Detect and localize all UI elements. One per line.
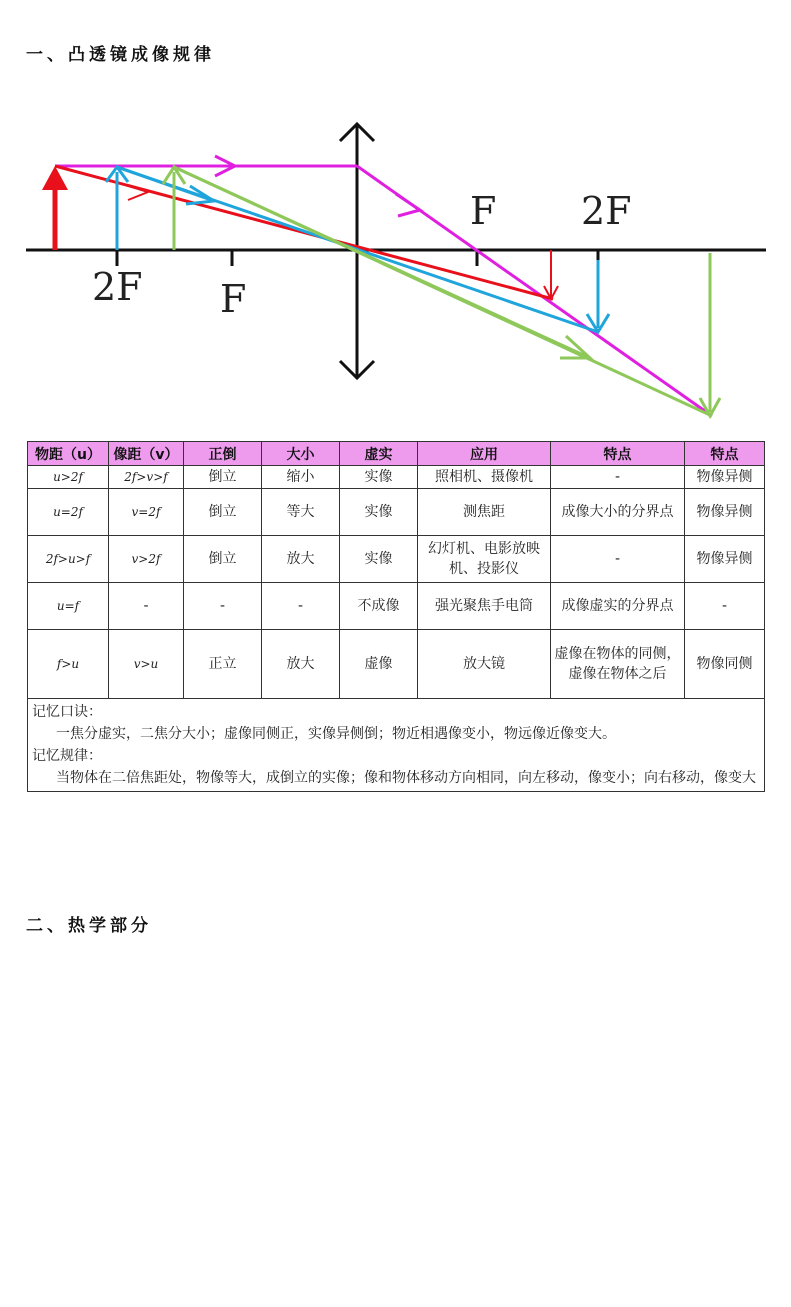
cell-feature-2: 物像异侧 <box>685 466 765 489</box>
cell-feature-2: 物像异侧 <box>685 536 765 583</box>
header-application: 应用 <box>418 442 551 466</box>
cell-feature: 成像虚实的分界点 <box>551 583 685 630</box>
header-feature-2: 特点 <box>685 442 765 466</box>
cell-v: v>u <box>109 630 184 699</box>
notes-row <box>28 699 765 792</box>
header-object-distance: 物距（u） <box>28 442 109 466</box>
mnemonic-title: 记忆口诀： <box>32 704 102 720</box>
cell-size: 放大 <box>262 536 340 583</box>
section-heading-thermal: 二、热学部分 <box>26 916 152 936</box>
cell-orientation: 正立 <box>184 630 262 699</box>
cell-real-virtual: 实像 <box>340 466 418 489</box>
cell-application: 幻灯机、电影放映机、投影仪 <box>418 536 551 583</box>
cell-orientation: - <box>184 583 262 630</box>
cell-application: 照相机、摄像机 <box>418 466 551 489</box>
cell-v: 2f>v>f <box>109 466 184 489</box>
rule-text: 当物体在二倍焦距处，物像等大，成倒立的实像；像和物体移动方向相同，向左移动，像变小；向右移动，像变大 <box>56 770 756 786</box>
cell-u: u=2f <box>28 489 109 536</box>
header-real-virtual: 虚实 <box>340 442 418 466</box>
cell-real-virtual: 不成像 <box>340 583 418 630</box>
cell-v: - <box>109 583 184 630</box>
cell-orientation: 倒立 <box>184 536 262 583</box>
rule-title: 记忆规律： <box>32 748 102 764</box>
cell-orientation: 倒立 <box>184 466 262 489</box>
table-row <box>28 466 765 489</box>
section-heading-convex-lens: 一、凸透镜成像规律 <box>26 45 215 65</box>
cell-u: u>2f <box>28 466 109 489</box>
cell-u: 2f>u>f <box>28 536 109 583</box>
cell-application: 放大镜 <box>418 630 551 699</box>
cell-feature-2: 物像异侧 <box>685 489 765 536</box>
cell-feature: 虚像在物体的同侧，虚像在物体之后 <box>551 630 685 699</box>
cell-real-virtual: 实像 <box>340 536 418 583</box>
cell-feature: - <box>551 466 685 489</box>
cell-size: 放大 <box>262 630 340 699</box>
cell-u: f>u <box>28 630 109 699</box>
cell-real-virtual: 实像 <box>340 489 418 536</box>
cell-size: - <box>262 583 340 630</box>
cell-size: 缩小 <box>262 466 340 489</box>
table-row <box>28 583 765 630</box>
cell-feature: - <box>551 536 685 583</box>
header-feature: 特点 <box>551 442 685 466</box>
cell-v: v=2f <box>109 489 184 536</box>
label-f-left: F <box>220 277 247 321</box>
notes-cell <box>28 699 765 792</box>
cell-v: v>2f <box>109 536 184 583</box>
table-header-row <box>28 442 765 466</box>
cell-application: 强光聚焦手电筒 <box>418 583 551 630</box>
cell-feature-2: - <box>685 583 765 630</box>
cell-orientation: 倒立 <box>184 489 262 536</box>
table-row <box>28 536 765 583</box>
cell-feature: 成像大小的分界点 <box>551 489 685 536</box>
green-object-image <box>163 167 720 416</box>
label-2f-left: 2F <box>92 265 143 309</box>
lens-ray-diagram <box>0 100 791 430</box>
cell-application: 测焦距 <box>418 489 551 536</box>
mnemonic-text: 一焦分虚实，二焦分大小；虚像同侧正，实像异侧倒；物近相遇像变小，物远像近像变大。 <box>56 726 616 742</box>
cell-u: u=f <box>28 583 109 630</box>
label-2f-right: 2F <box>581 189 632 233</box>
cell-feature-2: 物像同侧 <box>685 630 765 699</box>
header-image-distance: 像距（v） <box>109 442 184 466</box>
cell-size: 等大 <box>262 489 340 536</box>
header-size: 大小 <box>262 442 340 466</box>
table-row <box>28 630 765 699</box>
imaging-rules-table <box>27 441 765 792</box>
header-orientation: 正倒 <box>184 442 262 466</box>
cell-real-virtual: 虚像 <box>340 630 418 699</box>
label-f-right: F <box>470 189 497 233</box>
table-row <box>28 489 765 536</box>
